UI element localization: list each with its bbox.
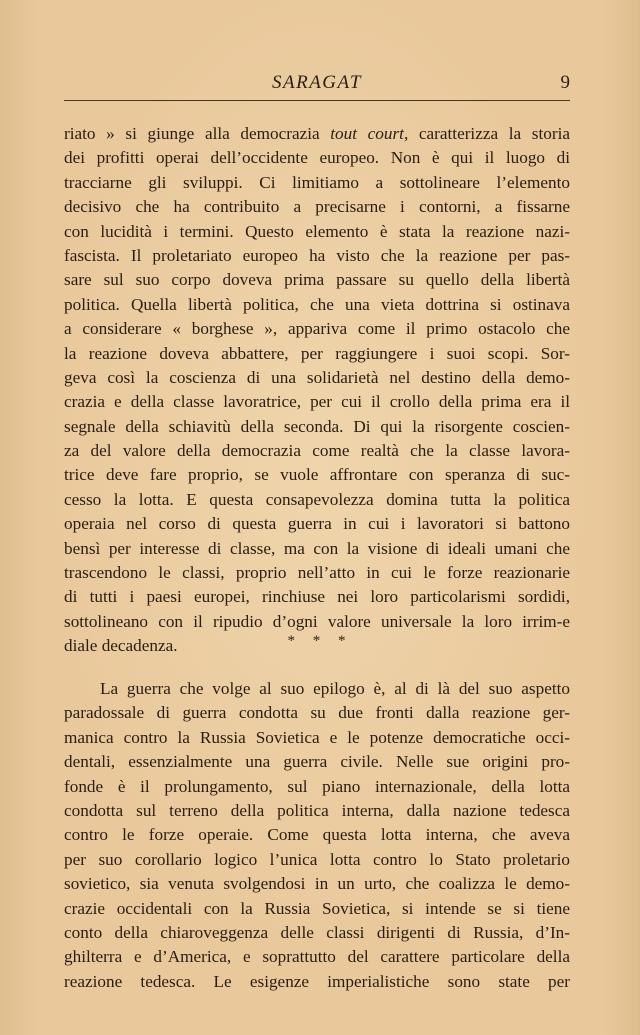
text-line: politica. Quella libertà politica, che una vieta dottrina si ostinava: [64, 294, 570, 314]
text-line: trascendono le classi, proprio nell’atto in cui le forze reazionarie: [64, 563, 570, 583]
text-line: sare sul suo corpo doveva prima passare su quello della libertà: [64, 270, 570, 290]
text-line: ghilterra e d’America, e soprattutto del carattere particolare della: [64, 947, 570, 967]
text-line: fonde è il prolungamento, sul piano internazionale, della lotta: [64, 776, 570, 796]
running-title: SARAGAT: [271, 72, 362, 93]
text-line: conto della chiaroveggenza delle classi dirigenti di Russia, d’In-: [64, 922, 570, 942]
text-line: dentali, essenzialmente una guerra civile. Nelle sue origini pro-: [64, 752, 570, 772]
text-line: paradossale di guerra condotta su due fronti dalla reazione ger-: [64, 703, 570, 723]
text-line: crazia e della classe lavoratrice, per cui il crollo della prima era il: [64, 392, 570, 412]
text-line: sovietico, sia venuta svolgendosi in un urto, che coalizza le demo-: [64, 874, 570, 894]
text-line: condotta sul terreno della politica interna, dalla nazione tedesca: [64, 800, 570, 820]
text-line: bensì per interesse di classe, ma con la visione di ideali umani che: [64, 538, 570, 558]
text-line: La guerra che volge al suo epilogo è, al di là del suo aspetto: [100, 679, 570, 698]
text-line: sottolineano con il ripudio d’ogni valore universale la loro irrim-e: [64, 611, 570, 631]
text-line: fascista. Il proletariato europeo ha visto che la reazione per pas-: [64, 245, 570, 265]
text-line: dei profitti operai dell’occidente europeo. Non è qui il luogo di: [64, 148, 570, 168]
paragraph-1: [64, 122, 570, 659]
text-line: contro le forze operaie. Come questa lotta interna, che aveva: [64, 825, 570, 845]
paragraph-2: [64, 677, 570, 994]
text-line: per suo corollario logico l’unica lotta contro lo Stato proletario: [64, 849, 570, 869]
text-line: za del valore della democrazia come realtà che la classe lavora-: [64, 441, 570, 461]
text-line: con lucidità i termini. Questo elemento è stata la reazione nazi-: [64, 221, 570, 241]
text-line: manica contro la Russia Sovietica e le potenze democratiche occi-: [64, 727, 570, 747]
text-line: diale decadenza.: [64, 636, 178, 656]
text-line: decisivo che ha contribuito a precisarne i contorni, a fissarne: [64, 197, 570, 217]
text-line: cesso la lotta. E questa consapevolezza domina tutta la politica: [64, 489, 570, 509]
header-rule: [64, 100, 570, 101]
text-line: reazione tedesca. Le esigenze imperialistiche sono state per: [64, 971, 570, 991]
text-line: di tutti i paesi europei, rinchiuse nei loro particolarismi sordidi,: [64, 587, 570, 607]
text-line: a considerare « borghese », appariva come il primo ostacolo che: [64, 319, 570, 339]
text-line: operaia nel corso di questa guerra in cui i lavoratori si battono: [64, 514, 570, 534]
italic-phrase: tout court: [330, 124, 404, 143]
text-line: la reazione doveva abbattere, per raggiungere i suoi scopi. Sor-: [64, 343, 570, 363]
text-line: crazie occidentali con la Russia Sovietica, si intende se si tiene: [64, 898, 570, 918]
text-line-1: riato » si giunge alla democrazia tout court, caratterizza la storia: [64, 124, 570, 143]
page-number: 9: [560, 72, 570, 93]
page-header: [64, 72, 570, 100]
text-line: tracciarne gli sviluppi. Ci limitiamo a sottolineare l’elemento: [64, 172, 570, 192]
text-line: geva così la coscienza di una solidarietà nel destino della demo-: [64, 367, 570, 387]
text-line: segnale della schiavitù della seconda. Di qui la risorgente coscien-: [64, 416, 570, 436]
section-separator: * * *: [287, 633, 353, 649]
text-line: trice deve fare proprio, se vuole affrontare con speranza di suc-: [64, 465, 570, 485]
